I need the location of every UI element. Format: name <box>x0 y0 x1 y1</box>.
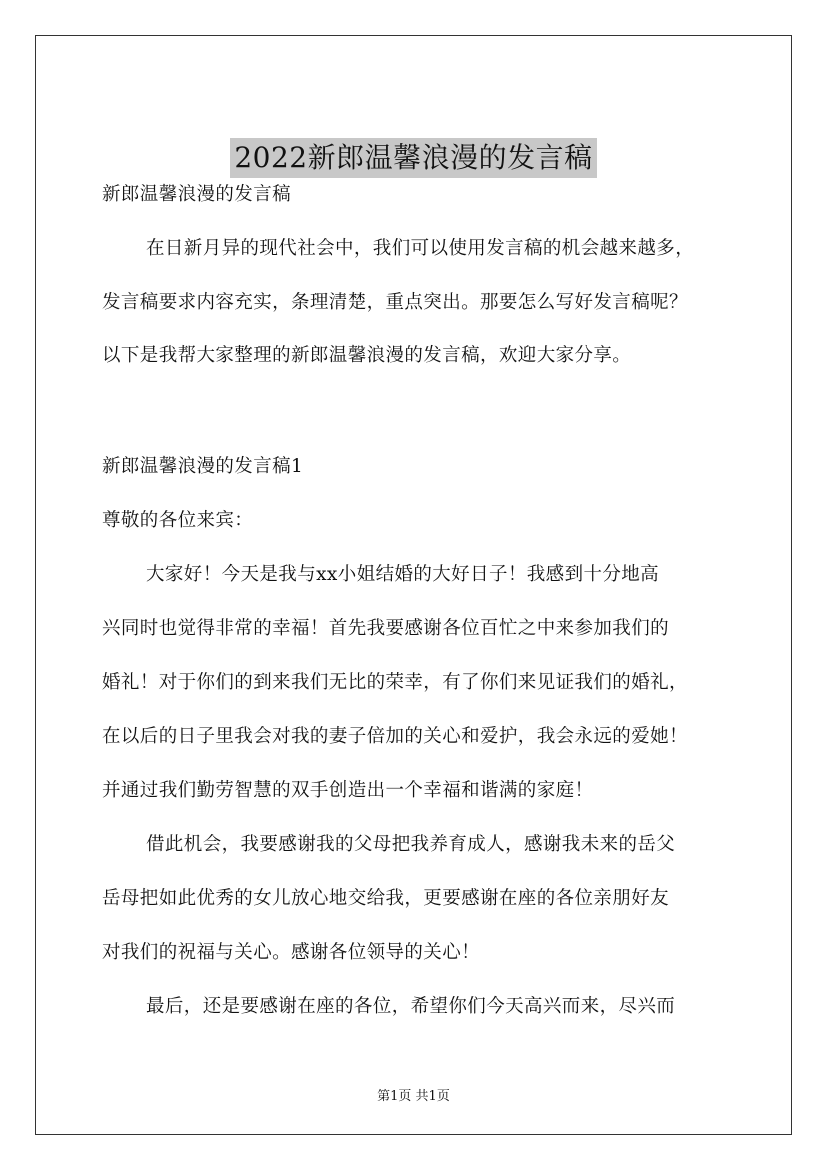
title-container <box>36 138 791 178</box>
paragraph-line: 借此机会，我要感谢我的父母把我养育成人，感谢我未来的岳父 <box>146 834 676 855</box>
section-heading: 新郎温馨浪漫的发言稿 <box>102 184 292 205</box>
paragraph-line: 兴同时也觉得非常的幸福！首先我要感谢各位百忙之中来参加我们的 <box>102 618 670 639</box>
paragraph-line: 以下是我帮大家整理的新郎温馨浪漫的发言稿，欢迎大家分享。 <box>102 345 632 366</box>
paragraph-line: 最后，还是要感谢在座的各位，希望你们今天高兴而来，尽兴而 <box>146 996 676 1017</box>
paragraph-line: 并通过我们勤劳智慧的双手创造出一个幸福和谐满的家庭！ <box>102 780 594 801</box>
document-page <box>35 35 792 1135</box>
section-heading: 新郎温馨浪漫的发言稿1 <box>102 456 304 477</box>
paragraph-line: 婚礼！对于你们的到来我们无比的荣幸，有了你们来见证我们的婚礼， <box>102 672 688 693</box>
paragraph-line: 大家好！今天是我与xx小姐结婚的大好日子！我感到十分地高 <box>146 564 660 585</box>
paragraph-line: 在以后的日子里我会对我的妻子倍加的关心和爱护，我会永远的爱她！ <box>102 726 688 747</box>
paragraph-line: 发言稿要求内容充实，条理清楚，重点突出。那要怎么写好发言稿呢？ <box>102 292 688 313</box>
paragraph-line: 岳母把如此优秀的女儿放心地交给我，更要感谢在座的各位亲朋好友 <box>102 888 670 909</box>
paragraph-line: 对我们的祝福与关心。感谢各位领导的关心！ <box>102 942 481 963</box>
paragraph-line: 在日新月异的现代社会中，我们可以使用发言稿的机会越来越多， <box>146 238 695 259</box>
page-footer: 第1页 共1页 <box>377 1089 450 1104</box>
document-title: 2022新郎温馨浪漫的发言稿 <box>230 138 596 178</box>
salutation: 尊敬的各位来宾： <box>102 510 254 531</box>
